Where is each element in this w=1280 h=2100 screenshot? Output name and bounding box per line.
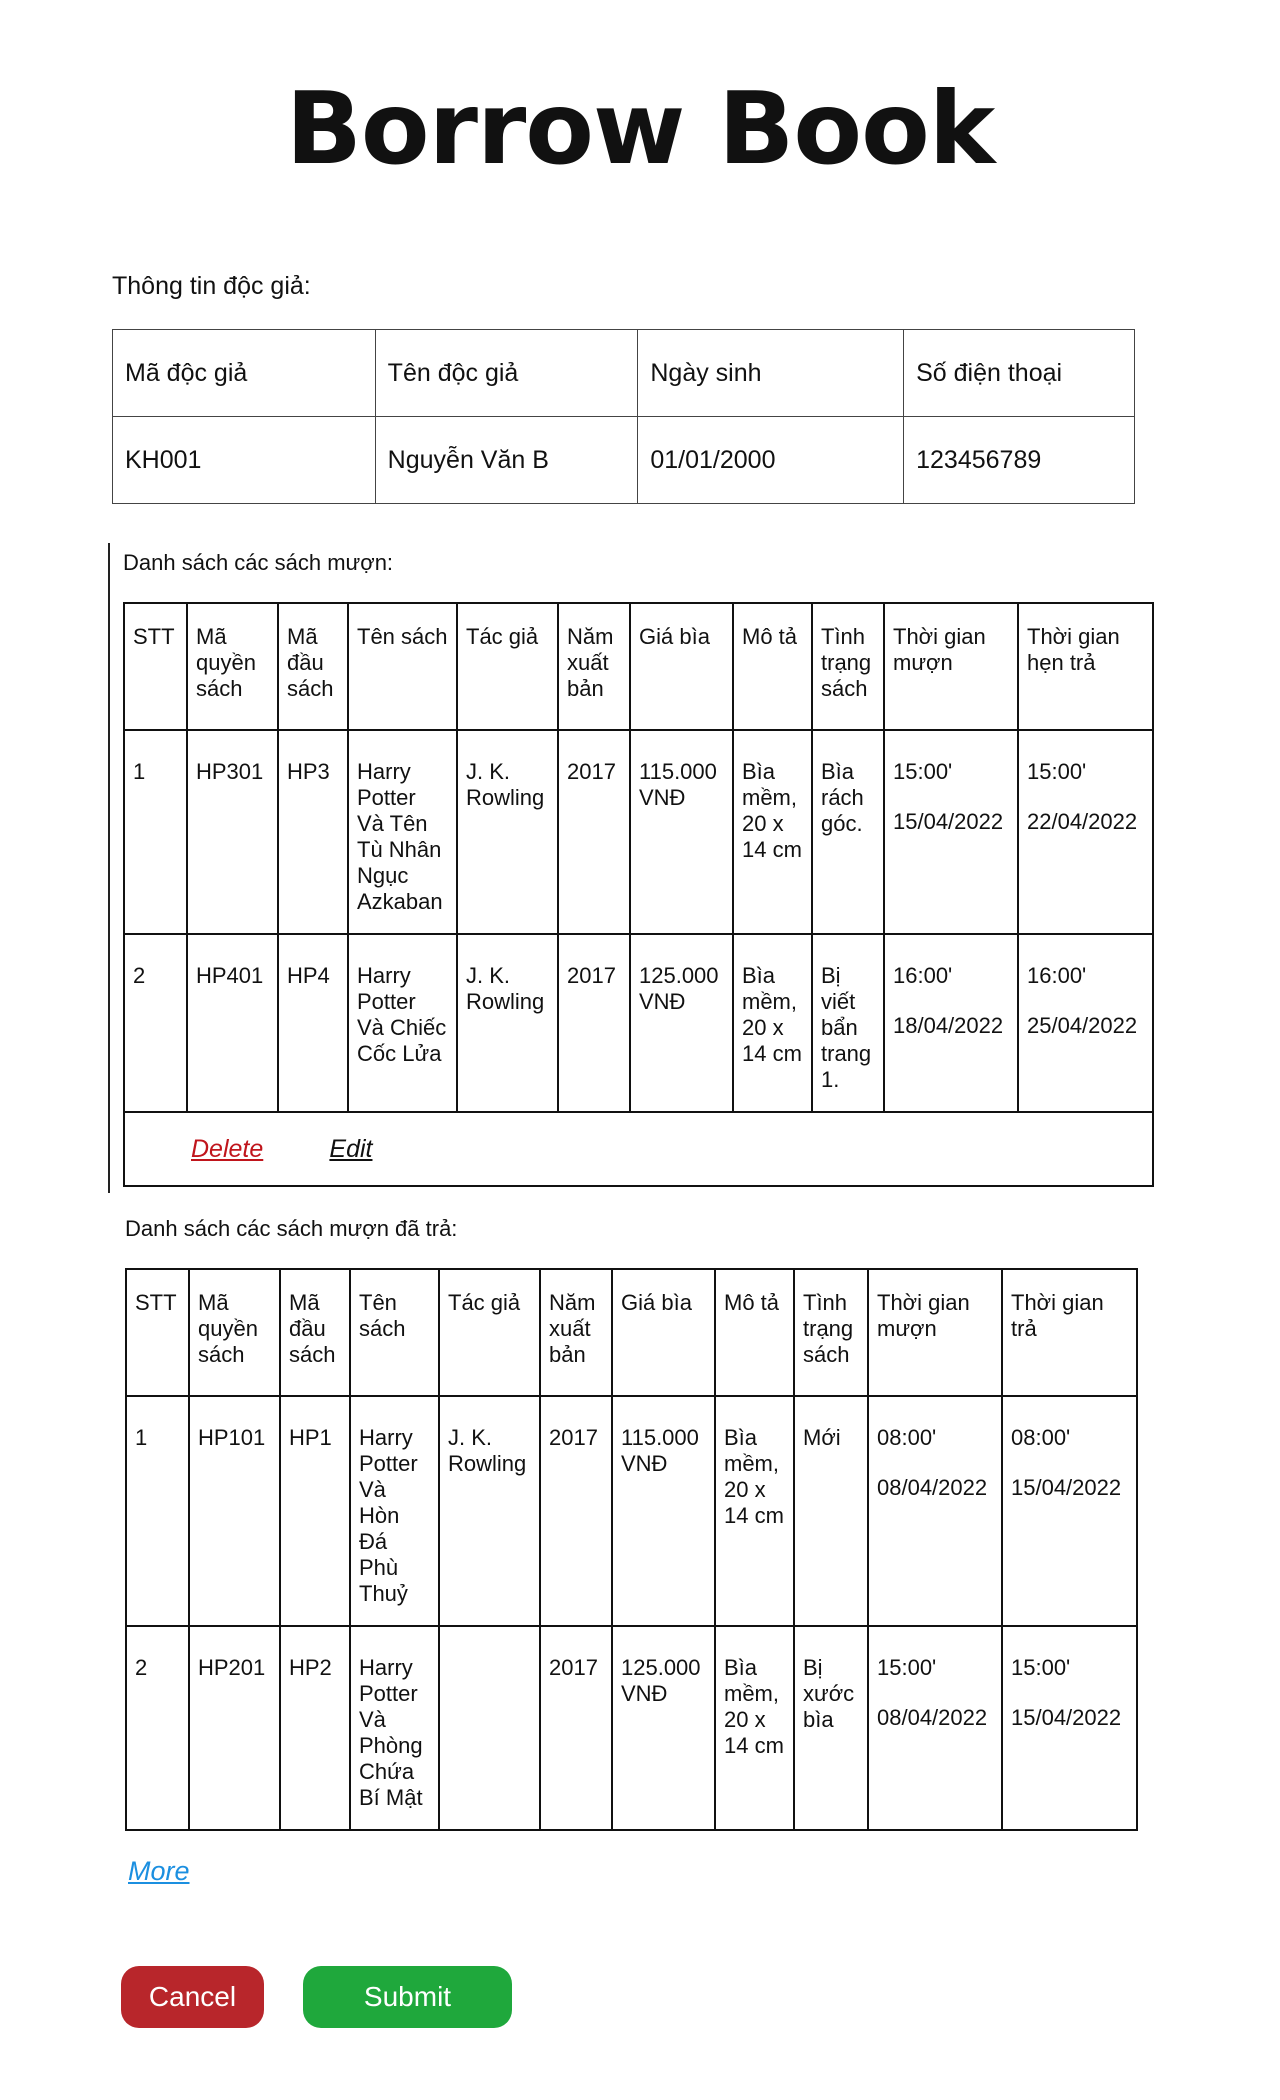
edit-link[interactable]: Edit xyxy=(329,1134,373,1163)
cell-title: Harry Potter Và Hòn Đá Phù Thuỷ xyxy=(350,1396,439,1626)
delete-link[interactable]: Delete xyxy=(191,1134,264,1163)
submit-button[interactable]: Submit xyxy=(303,1966,512,2028)
column-header: Mã đầu sách xyxy=(278,603,348,730)
column-header: Năm xuất bản xyxy=(540,1269,612,1396)
cell-price: 115.000 VNĐ xyxy=(630,730,733,934)
borrow-date: 15/04/2022 xyxy=(893,809,1004,834)
table-row[interactable] xyxy=(124,730,1153,934)
cell-borrow-time xyxy=(868,1626,1002,1830)
cell-title-id: HP2 xyxy=(280,1626,350,1830)
column-header: Tình trạng sách xyxy=(812,603,884,730)
cell-return-time xyxy=(1002,1396,1137,1626)
borrow-time: 16:00' xyxy=(893,963,953,988)
column-header: Năm xuất bản xyxy=(558,603,630,730)
cell-copy-id: HP401 xyxy=(187,934,278,1112)
column-header: Tên sách xyxy=(350,1269,439,1396)
cell-return-time xyxy=(1002,1626,1137,1830)
cell-due-time xyxy=(1018,934,1153,1112)
cell-title-id: HP1 xyxy=(280,1396,350,1626)
table-row[interactable] xyxy=(124,934,1153,1112)
borrow-time: 15:00' xyxy=(877,1655,937,1680)
cell-desc: Bìa mềm, 20 x 14 cm xyxy=(715,1396,794,1626)
cell-author: J. K. Rowling xyxy=(457,730,558,934)
reader-info-table xyxy=(112,329,1135,504)
returned-list-label: Danh sách các sách mượn đã trả: xyxy=(125,1216,458,1241)
reader-phone-header: Số điện thoại xyxy=(904,330,1135,417)
actions-row xyxy=(124,1112,1153,1186)
borrow-time: 08:00' xyxy=(877,1425,937,1450)
due-date: 25/04/2022 xyxy=(1027,1013,1138,1038)
column-header: Giá bìa xyxy=(612,1269,715,1396)
cell-year: 2017 xyxy=(540,1396,612,1626)
return-time: 08:00' xyxy=(1011,1425,1071,1450)
column-header: Mã đầu sách xyxy=(280,1269,350,1396)
cell-borrow-time xyxy=(884,730,1018,934)
cell-borrow-time xyxy=(884,934,1018,1112)
borrowed-books-table xyxy=(123,602,1154,1187)
borrowed-list-label: Danh sách các sách mượn: xyxy=(123,550,394,575)
section-divider xyxy=(108,543,110,1193)
cell-author xyxy=(439,1626,540,1830)
cell-copy-id: HP201 xyxy=(189,1626,280,1830)
borrow-date: 08/04/2022 xyxy=(877,1705,988,1730)
borrow-date: 18/04/2022 xyxy=(893,1013,1004,1038)
column-header: Mô tả xyxy=(715,1269,794,1396)
cell-desc: Bìa mềm, 20 x 14 cm xyxy=(733,934,812,1112)
cell-condition: Bìa rách góc. xyxy=(812,730,884,934)
column-header: Mã quyền sách xyxy=(187,603,278,730)
cell-desc: Bìa mềm, 20 x 14 cm xyxy=(715,1626,794,1830)
column-header: Thời gian trả xyxy=(1002,1269,1137,1396)
reader-info-label: Thông tin độc giả: xyxy=(112,272,311,300)
cell-copy-id: HP301 xyxy=(187,730,278,934)
column-header: Tình trạng sách xyxy=(794,1269,868,1396)
due-date: 22/04/2022 xyxy=(1027,809,1138,834)
reader-name-value: Nguyễn Văn B xyxy=(375,417,638,504)
cell-borrow-time xyxy=(868,1396,1002,1626)
table-row xyxy=(126,1396,1137,1626)
column-header: Mã quyền sách xyxy=(189,1269,280,1396)
cell-year: 2017 xyxy=(540,1626,612,1830)
reader-header-row xyxy=(113,330,1135,417)
table-header-row xyxy=(126,1269,1137,1396)
cell-author: J. K. Rowling xyxy=(457,934,558,1112)
column-header: Mô tả xyxy=(733,603,812,730)
page-title: Borrow Book xyxy=(285,70,995,187)
cell-title-id: HP3 xyxy=(278,730,348,934)
reader-id-header: Mã độc giả xyxy=(113,330,376,417)
reader-dob-header: Ngày sinh xyxy=(638,330,904,417)
column-header: Tên sách xyxy=(348,603,457,730)
cell-price: 115.000 VNĐ xyxy=(612,1396,715,1626)
actions-cell xyxy=(124,1112,1153,1186)
cell-stt: 2 xyxy=(126,1626,189,1830)
cell-condition: Bị xước bìa xyxy=(794,1626,868,1830)
column-header: Thời gian mượn xyxy=(868,1269,1002,1396)
return-time: 15:00' xyxy=(1011,1655,1071,1680)
column-header: Tác giả xyxy=(457,603,558,730)
return-date: 15/04/2022 xyxy=(1011,1705,1122,1730)
due-time: 16:00' xyxy=(1027,963,1087,988)
reader-id-value: KH001 xyxy=(113,417,376,504)
cell-condition: Bị viết bẩn trang 1. xyxy=(812,934,884,1112)
cell-condition: Mới xyxy=(794,1396,868,1626)
cell-copy-id: HP101 xyxy=(189,1396,280,1626)
table-header-row xyxy=(124,603,1153,730)
reader-dob-value: 01/01/2000 xyxy=(638,417,904,504)
column-header: Tác giả xyxy=(439,1269,540,1396)
cell-title: Harry Potter Và Tên Tù Nhân Ngục Azkaban xyxy=(348,730,457,934)
column-header: Thời gian hẹn trả xyxy=(1018,603,1153,730)
column-header: STT xyxy=(124,603,187,730)
column-header: Giá bìa xyxy=(630,603,733,730)
cell-author: J. K. Rowling xyxy=(439,1396,540,1626)
reader-value-row xyxy=(113,417,1135,504)
table-row xyxy=(126,1626,1137,1830)
cancel-button[interactable]: Cancel xyxy=(121,1966,264,2028)
cell-stt: 1 xyxy=(126,1396,189,1626)
cell-stt: 1 xyxy=(124,730,187,934)
borrow-date: 08/04/2022 xyxy=(877,1475,988,1500)
returned-books-table xyxy=(125,1268,1138,1831)
cell-price: 125.000 VNĐ xyxy=(612,1626,715,1830)
column-header: Thời gian mượn xyxy=(884,603,1018,730)
reader-name-header: Tên độc giả xyxy=(375,330,638,417)
cell-year: 2017 xyxy=(558,934,630,1112)
reader-phone-value: 123456789 xyxy=(904,417,1135,504)
cell-desc: Bìa mềm, 20 x 14 cm xyxy=(733,730,812,934)
cell-price: 125.000 VNĐ xyxy=(630,934,733,1112)
cell-title: Harry Potter Và Phòng Chứa Bí Mật xyxy=(350,1626,439,1830)
cell-title-id: HP4 xyxy=(278,934,348,1112)
more-link[interactable]: More xyxy=(128,1856,190,1886)
cell-stt: 2 xyxy=(124,934,187,1112)
due-time: 15:00' xyxy=(1027,759,1087,784)
cell-year: 2017 xyxy=(558,730,630,934)
borrow-time: 15:00' xyxy=(893,759,953,784)
column-header: STT xyxy=(126,1269,189,1396)
return-date: 15/04/2022 xyxy=(1011,1475,1122,1500)
cell-title: Harry Potter Và Chiếc Cốc Lửa xyxy=(348,934,457,1112)
cell-due-time xyxy=(1018,730,1153,934)
